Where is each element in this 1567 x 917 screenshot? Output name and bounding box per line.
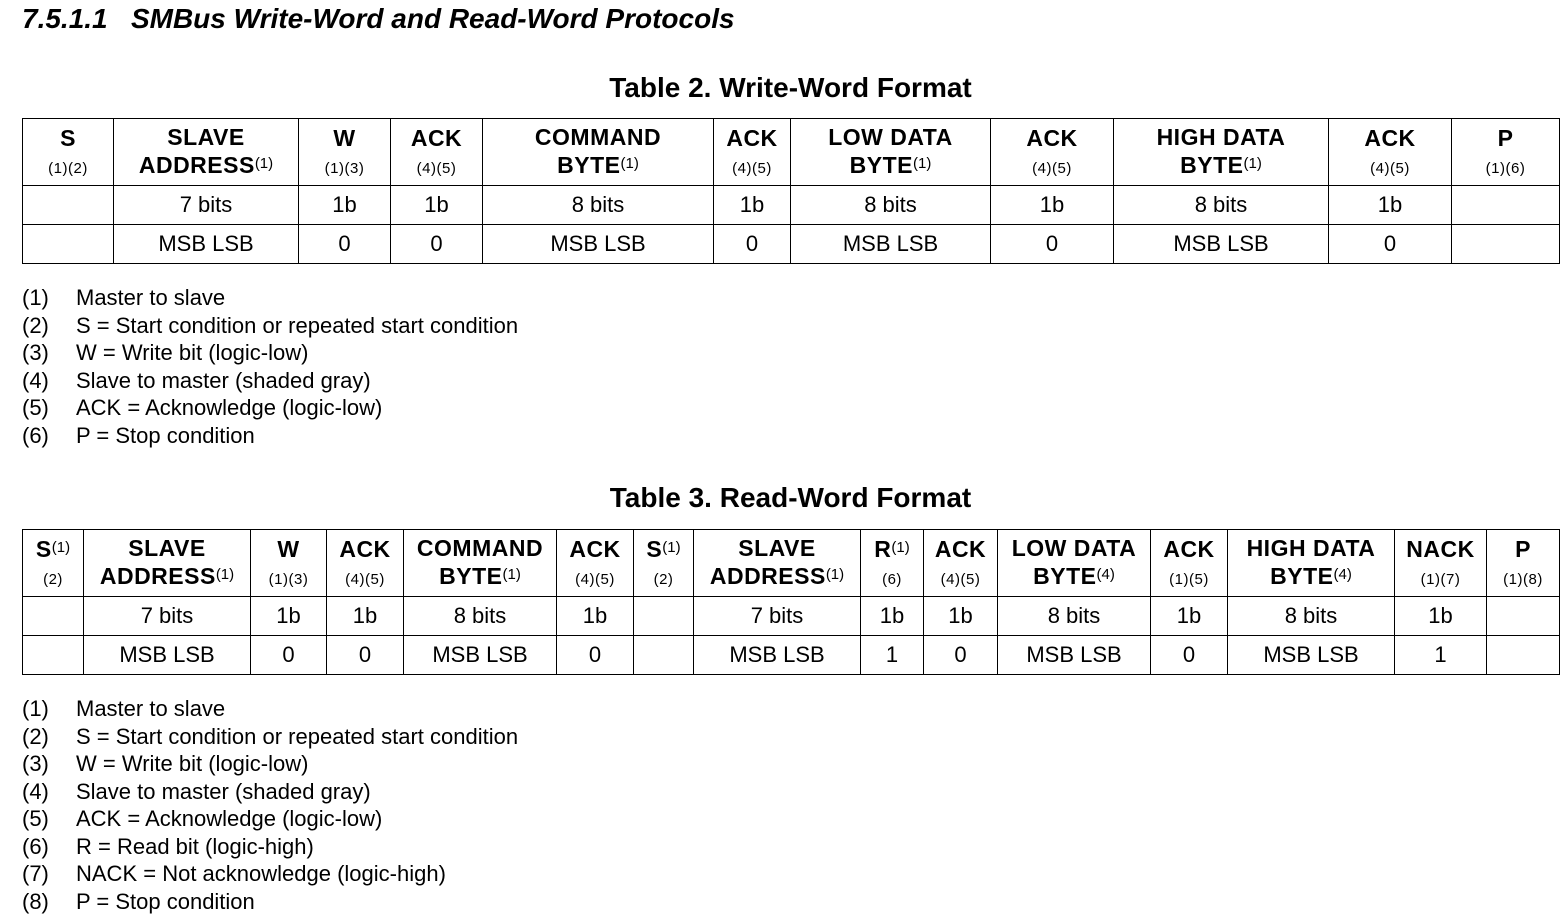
table-cell: MSB LSB	[483, 225, 714, 264]
table-cell: 7 bits	[114, 186, 299, 225]
table-cell: 0	[557, 636, 634, 675]
write-header-s: S (1)(2)	[23, 119, 114, 186]
table-cell: 1b	[861, 597, 924, 636]
table-cell: 8 bits	[1114, 186, 1329, 225]
table-cell: 1b	[251, 597, 327, 636]
table-cell: 1b	[1329, 186, 1452, 225]
write-table-notes	[22, 284, 518, 449]
table-cell: 8 bits	[404, 597, 557, 636]
table-cell	[1452, 225, 1560, 264]
table-cell: MSB LSB	[84, 636, 251, 675]
list-item: (5) ACK = Acknowledge (logic-low)	[22, 806, 383, 831]
table-cell: MSB LSB	[998, 636, 1151, 675]
read-header-slave-address: SLAVE ADDRESS$^{(1)}$	[694, 530, 861, 597]
table-cell: MSB LSB	[1114, 225, 1329, 264]
write-word-format-table	[22, 118, 1560, 264]
read-header-nack: NACK (1)(7)	[1395, 530, 1487, 597]
table-cell: MSB LSB	[1228, 636, 1395, 675]
table-cell: 0	[1151, 636, 1228, 675]
table-cell: 0	[391, 225, 483, 264]
list-item: (3) W = Write bit (logic-low)	[22, 340, 309, 365]
table-cell: 0	[991, 225, 1114, 264]
table-cell: 8 bits	[1228, 597, 1395, 636]
list-item: (4) Slave to master (shaded gray)	[22, 778, 371, 804]
read-header-row	[23, 530, 1560, 597]
table-cell: 1b	[391, 186, 483, 225]
table-cell: MSB LSB	[791, 225, 991, 264]
list-item: (1) Master to slave	[22, 285, 226, 310]
table-cell	[23, 597, 84, 636]
list-item: (3) W = Write bit (logic-low)	[22, 751, 309, 776]
table-cell: 1b	[327, 597, 404, 636]
table-cell: 1b	[714, 186, 791, 225]
write-header-p: P (1)(6)	[1452, 119, 1560, 186]
section-title: 7.5.1.1 SMBus Write-Word and Read-Word Protocols	[22, 3, 735, 34]
table-cell: 1b	[1151, 597, 1228, 636]
write-bit-row	[23, 225, 1560, 264]
table-cell	[634, 636, 694, 675]
read-table-notes	[22, 695, 518, 915]
write-header-w: W (1)(3)	[299, 119, 391, 186]
read-bit-row	[23, 636, 1560, 675]
table-cell: 8 bits	[791, 186, 991, 225]
write-header-ack: ACK (4)(5)	[1329, 119, 1452, 186]
read-header-low-data-byte: LOW DATA BYTE$^{(4)}$	[998, 530, 1151, 597]
table-cell: MSB LSB	[404, 636, 557, 675]
read-header-w: W (1)(3)	[251, 530, 327, 597]
table-cell: 8 bits	[998, 597, 1151, 636]
table-cell: 7 bits	[694, 597, 861, 636]
table-cell	[1487, 636, 1560, 675]
read-header-command-byte: COMMAND BYTE$^{(1)}$	[404, 530, 557, 597]
read-header-p: P (1)(8)	[1487, 530, 1560, 597]
table-cell	[23, 225, 114, 264]
table-cell: 0	[299, 225, 391, 264]
table-cell	[23, 186, 114, 225]
read-word-format-table	[22, 529, 1560, 675]
write-header-low-data-byte: LOW DATA BYTE$^{(1)}$	[791, 119, 991, 186]
write-word-table-caption: Table 2. Write-Word Format	[609, 72, 972, 103]
table-cell: 1b	[299, 186, 391, 225]
list-item: (6) R = Read bit (logic-high)	[22, 833, 314, 859]
table-cell: 1	[1395, 636, 1487, 675]
read-header-s: $S^{(1)}$ (2)	[23, 530, 84, 597]
table-cell	[23, 636, 84, 675]
write-header-slave-address: SLAVE ADDRESS$^{(1)}$	[114, 119, 299, 186]
table-cell: 1b	[924, 597, 998, 636]
read-header-ack: ACK (4)(5)	[557, 530, 634, 597]
table-cell: 8 bits	[483, 186, 714, 225]
read-header-r: $R^{(1)}$ (6)	[861, 530, 924, 597]
list-item: (6) P = Stop condition	[22, 422, 255, 448]
list-item: (8) P = Stop condition	[22, 888, 255, 914]
table-cell: 1b	[1395, 597, 1487, 636]
read-header-ack: ACK (1)(5)	[1151, 530, 1228, 597]
table-cell: 1b	[991, 186, 1114, 225]
list-item: (5) ACK = Acknowledge (logic-low)	[22, 395, 383, 420]
read-word-table-caption: Table 3. Read-Word Format	[609, 482, 972, 513]
table-cell	[634, 597, 694, 636]
table-cell: 0	[924, 636, 998, 675]
table-cell	[1487, 597, 1560, 636]
table-cell: MSB LSB	[114, 225, 299, 264]
write-header-command-byte: COMMAND BYTE$^{(1)}$	[483, 119, 714, 186]
table-cell: 1	[861, 636, 924, 675]
list-item: (2) S = Start condition or repeated start condition	[22, 312, 519, 338]
read-header-ack: ACK (4)(5)	[327, 530, 404, 597]
table-cell: MSB LSB	[694, 636, 861, 675]
write-header-high-data-byte: HIGH DATA BYTE$^{(1)}$	[1114, 119, 1329, 186]
table-cell: 0	[327, 636, 404, 675]
table-cell: 7 bits	[84, 597, 251, 636]
table-cell: 0	[714, 225, 791, 264]
write-size-row	[23, 186, 1560, 225]
list-item: (2) S = Start condition or repeated start condition	[22, 723, 519, 749]
list-item: (4) Slave to master (shaded gray)	[22, 367, 371, 393]
table-cell	[1452, 186, 1560, 225]
read-header-high-data-byte: HIGH DATA BYTE$^{(4)}$	[1228, 530, 1395, 597]
table-cell: 0	[251, 636, 327, 675]
read-header-slave-address: SLAVE ADDRESS$^{(1)}$	[84, 530, 251, 597]
write-header-ack: ACK (4)(5)	[714, 119, 791, 186]
table-cell: 0	[1329, 225, 1452, 264]
list-item: (1) Master to slave	[22, 696, 226, 721]
table-cell: 1b	[557, 597, 634, 636]
write-header-ack: ACK (4)(5)	[991, 119, 1114, 186]
read-header-s-repeated: $S^{(1)}$ (2)	[634, 530, 694, 597]
read-size-row	[23, 597, 1560, 636]
read-header-ack: ACK (4)(5)	[924, 530, 998, 597]
write-header-ack: ACK (4)(5)	[391, 119, 483, 186]
write-header-row	[23, 119, 1560, 186]
list-item: (7) NACK = Not acknowledge (logic-high)	[22, 861, 446, 886]
